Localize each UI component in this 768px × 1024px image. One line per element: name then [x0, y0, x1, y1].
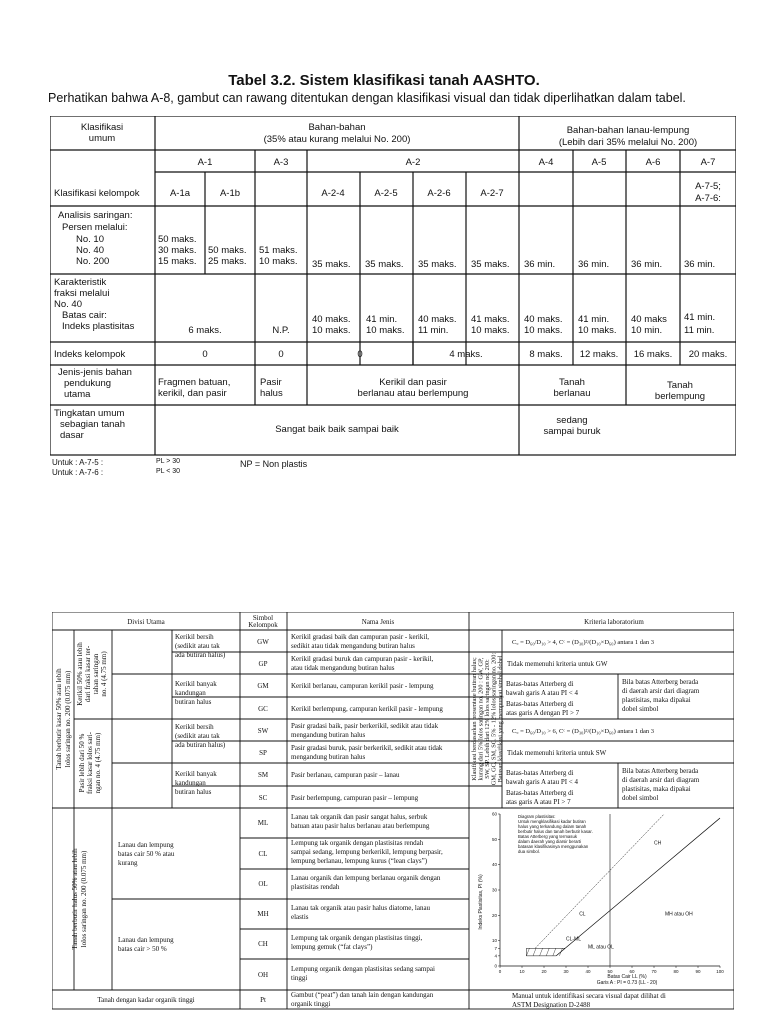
coarse-label-2: lolos saringan no. 200 (0.075 mm)	[64, 670, 72, 768]
karakter-4: Batas cair:	[62, 310, 107, 321]
crit-dual-g-2: di daerah arsir dari diagram	[622, 687, 700, 695]
gi-a6: 16 maks.	[633, 349, 673, 360]
chart-y-tick-label: 7	[494, 945, 497, 951]
gi-a3: 0	[278, 349, 284, 360]
uscs-table	[52, 612, 734, 1010]
sub-fines-s-3: butiran halus	[175, 788, 212, 796]
fines-note-1: Klasifikasi berdasarkan prosentase butiran halus;	[471, 657, 478, 781]
silt-low-3: kurang	[118, 859, 138, 867]
karakter-2: fraksi melalui	[54, 288, 110, 299]
note-pl2: PL < 30	[156, 468, 181, 475]
sym-ch: CH	[258, 940, 268, 948]
chart-zone-label: CL	[579, 911, 586, 918]
name-oh-1: Lempung organik dengan plastisitas sedang sampai	[291, 965, 435, 973]
chart-zone-label: CH	[654, 840, 662, 847]
sub-clean-s-2: (sedikit atau tak	[175, 732, 220, 740]
a27-no200: 35 maks.	[471, 259, 510, 270]
crit-sm-2: bawah garis A atau PI < 4	[506, 778, 578, 786]
sym-sw: SW	[257, 727, 269, 735]
a6-ll: 40 maks	[631, 314, 667, 325]
crit-dual-g-3: plastisitas, maka dipakai	[622, 696, 691, 704]
sand-label-3: ngan no. 4 (4.75 mm)	[94, 732, 102, 794]
name-pt-2: organik tinggi	[291, 1000, 331, 1008]
hdr-nama: Nama Jenis	[361, 618, 395, 626]
a27-ll: 41 maks.	[471, 314, 510, 325]
name-gp-2: atau tidak mengandung butiran halus	[291, 664, 395, 672]
gi-a2-high: 4 maks.	[449, 349, 483, 360]
fines-note-3: SW, SP. Lebih dari 12% lolos saringan no. 200:	[484, 659, 491, 779]
analisis-no10: No. 10	[76, 234, 104, 245]
a1a-no10: 50 maks.	[158, 234, 197, 245]
chart-y-tick-label: 30	[491, 887, 497, 893]
chart-zone-label: ML atau OL	[588, 944, 614, 951]
jenis-a67-1: Tanah	[667, 380, 693, 391]
chart-x-tick-label: 100	[716, 969, 724, 974]
crit-dual-g-4: dobel simbol	[622, 705, 659, 713]
sub-clean-g-3: ada butiran halus)	[175, 651, 226, 659]
a4-pi: 10 maks.	[524, 325, 563, 336]
chart-xlabel: Batas Cair LL (%)	[607, 974, 647, 980]
chart-x-tick-label: 90	[695, 969, 701, 974]
a3-no200: 10 maks.	[259, 256, 298, 267]
name-sp-2: mengandung butiran halus	[291, 753, 366, 761]
name-ml-1: Lanau tak organik dan pasir sangat halus, serbuk	[291, 813, 428, 821]
aashto-table	[50, 116, 736, 456]
name-cl-3: lempung berlanau, lempung kurus (“lean clays”)	[291, 857, 428, 865]
jenis-3: utama	[64, 389, 91, 400]
hdr-bahan-2: (35% atau kurang melalui No. 200)	[263, 134, 411, 145]
hdr-klasifikasi-1: Klasifikasi	[80, 122, 124, 133]
row-kelompok: Klasifikasi kelompok	[54, 188, 140, 199]
name-mh-2: elastis	[291, 913, 309, 921]
crit-gc-2: atas garis A dengan PI > 7	[506, 709, 580, 717]
crit-gc-1: Batas-batas Atterberg di	[506, 700, 574, 708]
chart-caption-6: dalam daerah yang diarsir berarti	[518, 839, 582, 844]
sub-clean-s-1: Kerikil bersih	[175, 723, 214, 731]
chart-x-tick-label: 10	[519, 969, 525, 974]
name-cl-1: Lempung tak organik dengan plastisitas rendah	[291, 839, 424, 847]
jenis-a2-1: Kerikil dan pasir	[379, 377, 447, 388]
a3-pi: N.P.	[272, 325, 290, 336]
crit-sp: Tidak memenuhi kriteria untuk SW	[507, 749, 607, 757]
sub-fines-s-2: kandungan	[175, 779, 206, 787]
silt-high-2: batas cair > 50 %	[118, 945, 167, 953]
a1b-no200: 25 maks.	[208, 256, 247, 267]
aashto-title: Tabel 3.2. Sistem klasifikasi tanah AASHTO.	[228, 72, 540, 89]
a6-pi: 10 min.	[631, 325, 663, 336]
chart-caption-3: halus yang terkandung dalam tanah	[518, 824, 587, 829]
karakter-1: Karakteristik	[54, 277, 107, 288]
sym-ml: ML	[257, 819, 269, 827]
sym-sc: SC	[258, 794, 268, 802]
name-gw-2: sedikit atau tidak mengandung butiran halus	[291, 642, 415, 650]
chart-caption-2: Untuk mengklasifikasi kadar butiran	[518, 819, 586, 824]
gravel-label-2: dari fraksi kasar ter-	[84, 645, 92, 703]
sub-fines-s-1: Kerikil banyak	[175, 770, 217, 778]
sym-gc: GC	[258, 705, 268, 713]
group-a6: A-6	[645, 157, 661, 168]
sub-a1a: A-1a	[169, 188, 191, 199]
a5-ll: 41 min.	[578, 314, 610, 325]
hdr-simbol: Simbol	[252, 614, 274, 622]
chart-y-tick-label: 40	[491, 862, 497, 868]
chart-caption-5: Batas Atterberg yang termasuk	[518, 834, 577, 839]
a27-pi: 10 maks.	[471, 325, 510, 336]
a5-pi: 10 maks.	[578, 325, 617, 336]
a4-ll: 40 maks.	[524, 314, 563, 325]
name-gw-1: Kerikil gradasi baik dan campuran pasir - kerikil,	[291, 633, 430, 641]
sym-sp: SP	[259, 749, 267, 757]
sym-oh: OH	[257, 971, 269, 979]
hdr-divisi: Divisi Utama	[127, 618, 165, 626]
a1a-no200: 15 maks.	[158, 256, 197, 267]
gi-a2-low: 0	[357, 349, 363, 360]
chart-x-tick-label: 80	[673, 969, 679, 974]
a24-ll: 40 maks.	[312, 314, 351, 325]
name-ml-2: batuan atau pasir halus berlanau atau berlempung	[291, 822, 430, 830]
sym-pt: Pt	[260, 996, 266, 1004]
a24-pi: 10 maks.	[312, 325, 351, 336]
plasticity-chart	[478, 812, 730, 987]
chart-y-tick-label: 60	[491, 811, 497, 817]
crit-sm-1: Batas-batas Atterberg di	[506, 769, 574, 777]
crit-sw: Cᵤ = D₆₀/D₁₀ > 6, Cᶜ = (D₃₀)²/(D₁₀×D₆₀) antara 1 dan 3	[512, 728, 654, 735]
sym-gm: GM	[257, 682, 269, 690]
tingkatan-3: dasar	[60, 430, 84, 441]
chart-caption-4: berbutir halus dan tanah berbutir kasar.	[518, 829, 593, 834]
chart-zone-label: CL-ML	[566, 936, 582, 943]
crit-gp: Tidak memenuhi kriteria untuk GW	[507, 660, 608, 668]
hdr-lanau-1: Bahan-bahan lanau-lempung	[566, 125, 690, 136]
a26-ll: 40 maks.	[418, 314, 457, 325]
chart-y-tick-label: 4	[494, 953, 497, 959]
sub-fines-g-2: kandungan	[175, 689, 206, 697]
crit-gw: Cᵤ = D₆₀/D₁₀ > 4, Cᶜ = (D₃₀)²/(D₁₀×D₆₀) antara 1 dan 3	[512, 639, 654, 646]
name-gc: Kerikil berlempung, campuran kerikil pasir - lempung	[291, 705, 443, 713]
analisis-2: Persen melalui:	[62, 222, 128, 233]
sub-a26: A-2-6	[427, 188, 451, 199]
name-sw-1: Pasir gradasi baik, pasir berkerikil, sedikit atau tidak	[291, 722, 439, 730]
jenis-2: pendukung	[64, 378, 112, 389]
hdr-kriteria: Kriteria laboratorium	[584, 618, 644, 626]
tingkatan-poor-1: sedang	[556, 415, 588, 426]
chart-y-tick-label: 20	[491, 912, 497, 918]
sub-clean-s-3: ada butiran halus)	[175, 741, 226, 749]
name-oh-2: tinggi	[291, 974, 308, 982]
sym-cl: CL	[258, 850, 268, 858]
analisis-1: Analisis saringan:	[58, 210, 133, 221]
name-pt-1: Gambut (“peat”) dan tanah lain dengan kandungan	[291, 991, 434, 999]
jenis-a2-2: berlanau atau berlempung	[357, 388, 469, 399]
a26-pi: 11 min.	[418, 325, 449, 336]
sym-ol: OL	[258, 880, 268, 888]
gi-a7: 20 maks.	[688, 349, 728, 360]
crit-dual-s-4: dobel simbol	[622, 794, 659, 802]
a6-no200: 36 min.	[631, 259, 663, 270]
crit-dual-s-2: di daerah arsir dari diagram	[622, 776, 700, 784]
silt-high-1: Lanau dan lempung	[118, 936, 174, 944]
jenis-a3-1: Pasir	[260, 377, 282, 388]
a7-ll: 41 min.	[684, 312, 716, 323]
gi-a4: 8 maks.	[529, 349, 563, 360]
analisis-no200: No. 200	[76, 256, 110, 267]
crit-gm-1: Batas-batas Atterberg di	[506, 680, 574, 688]
crit-gm-2: bawah garis A atau PI < 4	[506, 689, 578, 697]
chart-zone-label: MH atau OH	[665, 911, 693, 918]
gi-a5: 12 maks.	[579, 349, 619, 360]
chart-x-tick-label: 40	[585, 969, 591, 974]
a26-no200: 35 maks.	[418, 259, 457, 270]
karakter-5: Indeks plastisitas	[62, 321, 135, 332]
name-sm: Pasir berlanau, campuran pasir – lanau	[291, 771, 400, 779]
gi-a1: 0	[202, 349, 208, 360]
sub-a27: A-2-7	[480, 188, 504, 199]
fines-note-2: kurang dari 5% lolos saringan no. 200 : GW, GP,	[477, 657, 485, 781]
group-a1: A-1	[197, 157, 213, 168]
sub-a24: A-2-4	[321, 188, 345, 199]
crit-dual-g-1: Bila batas Atterberg berada	[622, 678, 699, 686]
chart-ylabel: Indeks Plastisitas, PI (%)	[478, 874, 484, 930]
hdr-bahan-1: Bahan-bahan	[308, 122, 366, 133]
name-ch-1: Lempung tak organik dengan plastisitas tinggi,	[291, 934, 423, 942]
jenis-a1-2: kerikil, dan pasir	[158, 388, 227, 399]
analisis-no40: No. 40	[76, 245, 104, 256]
a24-no200: 35 maks.	[312, 259, 351, 270]
fine-label-1: Tanah berbutir halus 50% atau lebih	[71, 848, 79, 950]
jenis-a67-2: berlempung	[654, 391, 706, 402]
jenis-a45-2: berlanau	[553, 388, 591, 399]
sym-mh: MH	[257, 910, 269, 918]
name-sc: Pasir berlempung, campuran pasir – lempung	[291, 794, 419, 802]
peat-label: Tanah dengan kadar organik tinggi	[97, 996, 195, 1004]
a1-pi: 6 maks.	[188, 325, 222, 336]
silt-low-1: Lanau dan lempung	[118, 841, 174, 849]
soil-names	[291, 633, 443, 1008]
note-pl1: PL > 30	[156, 458, 181, 465]
group-a5: A-5	[591, 157, 607, 168]
crit-pt-1: Manual untuk identifikasi secara visual dapat dilihat di	[512, 992, 666, 1000]
hdr-lanau-2: (Lebih dari 35% melalui No. 200)	[558, 137, 698, 148]
gravel-label-3: tahan saringan	[92, 653, 100, 695]
chart-x-tick-label: 60	[629, 969, 635, 974]
fines-note-4: GM, GC, SM, SC. 5% - 12% lolos saringan no. 200:	[490, 652, 498, 786]
sub-fines-g-1: Kerikil banyak	[175, 680, 217, 688]
sub-clean-g-2: (sedikit atau tak	[175, 642, 220, 650]
coarse-label-1: Tanah berbutir kasar 50% atau lebih	[55, 668, 63, 770]
chart-x-tick-label: 70	[651, 969, 657, 974]
row-indeks: Indeks kelompok	[54, 349, 126, 360]
chart-aline: Garis A : PI = 0.73 (LL - 20)	[596, 980, 658, 986]
group-a3: A-3	[273, 157, 289, 168]
jenis-a3-2: halus	[260, 388, 283, 399]
sym-sm: SM	[257, 771, 269, 779]
a4-no200: 36 min.	[524, 259, 556, 270]
tingkatan-2: sebagian tanah	[60, 419, 125, 430]
tingkatan-poor-2: sampai buruk	[543, 426, 601, 437]
name-ol-1: Lanau organik dan lempung berlanau organik dengan	[291, 874, 441, 882]
crit-sc-1: Batas-batas Atterberg di	[506, 789, 574, 797]
a5-no200: 36 min.	[578, 259, 610, 270]
name-ol-2: plastisitas rendah	[291, 883, 340, 891]
a7-no200: 36 min.	[684, 259, 716, 270]
gravel-label-1: Kerikil 50% atau lebih	[76, 642, 84, 706]
hdr-klasifikasi-2: umum	[88, 133, 116, 144]
sub-a25: A-2-5	[374, 188, 398, 199]
chart-y-tick-label: 0	[494, 963, 497, 969]
a3-no40: 51 maks.	[259, 245, 298, 256]
chart-caption-1: Diagram plastisitas:	[518, 814, 556, 819]
jenis-a45-1: Tanah	[559, 377, 585, 388]
tingkatan-1: Tingkatan umum	[54, 408, 125, 419]
chart-caption-7: batasan klasifikasinya menggunakan	[518, 844, 589, 849]
aashto-subtitle: Perhatikan bahwa A-8, gambut can rawang ditentukan dengan klasifikasi visual dan tidak diperlihatkan dalam tabel.	[48, 91, 686, 105]
chart-x-tick-label: 20	[541, 969, 547, 974]
name-ch-2: lempung gemuk (“fat clays”)	[291, 943, 373, 951]
jenis-1: Jenis-jenis bahan	[58, 367, 132, 378]
a1b-no40: 50 maks.	[208, 245, 247, 256]
table-border	[50, 116, 736, 455]
crit-dual-s-3: plastisitas, maka dipakai	[622, 785, 691, 793]
group-a4: A-4	[538, 157, 554, 168]
a7-pi: 11 min.	[684, 325, 715, 336]
name-sp-1: Pasir gradasi buruk, pasir berkerikil, sedikit atau tidak	[291, 744, 443, 752]
note-a76: Untuk : A-7-6 :	[52, 468, 104, 477]
a25-pi: 10 maks.	[366, 325, 405, 336]
sand-label-1: Pasir lebih dari 50 %	[78, 733, 86, 793]
name-gp-1: Kerikil gradasi buruk dan campuran pasir - kerikil,	[291, 655, 434, 663]
name-gm: Kerikil berlanau, campuran kerikil pasir - lempung	[291, 682, 434, 690]
crit-sc-2: atas garis A atau PI > 7	[506, 798, 571, 806]
chart-x-tick-label: 0	[498, 969, 502, 974]
note-np: NP = Non plastis	[240, 459, 308, 469]
hdr-kelompok: Kelompok	[248, 621, 278, 629]
a1a-no40: 30 maks.	[158, 245, 197, 256]
silt-low-2: batas cair 50 % atau	[118, 850, 175, 858]
name-cl-2: sampai sedang, lempung berkerikil, lempung berpasir,	[291, 848, 443, 856]
chart-caption-8: dua simbol.	[518, 849, 540, 854]
tingkatan-good: Sangat baik baik sampai baik	[275, 424, 399, 435]
chart-y-tick-label: 10	[491, 938, 497, 944]
sym-gp: GP	[258, 660, 268, 668]
jenis-a1-1: Fragmen batuan,	[158, 377, 231, 388]
chart-x-tick-label: 30	[563, 969, 569, 974]
group-a2: A-2	[405, 157, 421, 168]
a25-no200: 35 maks.	[365, 259, 404, 270]
crit-pt-2: ASTM Designation D-2488	[512, 1001, 591, 1009]
chart-x-tick-label: 50	[607, 969, 613, 974]
gravel-label-4: no. 4 (4.75 mm)	[100, 651, 108, 697]
name-mh-1: Lanau tak organik atau pasir halus diatome, lanau	[291, 904, 431, 912]
a25-ll: 41 min.	[366, 314, 398, 325]
sub-a75: A-7-5;	[695, 181, 721, 192]
note-a75: Untuk : A-7-5 :	[52, 458, 104, 467]
sub-clean-g-1: Kerikil bersih	[175, 633, 214, 641]
sand-label-2: fraksi kasar lolos sari-	[86, 731, 94, 795]
sub-fines-g-3: butiran halus	[175, 698, 212, 706]
sub-a76: A-7-6:	[695, 193, 721, 204]
sym-gw: GW	[257, 638, 269, 646]
fines-note-5: Batasan klasifikasi yang mempunyai simbol dobel	[497, 655, 504, 783]
group-a7: A-7	[700, 157, 716, 168]
karakter-3: No. 40	[54, 299, 82, 310]
fine-label-2: lolos saringan no. 200 (0.075 mm)	[80, 850, 88, 948]
name-sw-2: mengandung butiran halus	[291, 731, 366, 739]
chart-y-tick-label: 50	[491, 836, 497, 842]
crit-dual-s-1: Bila batas Atterberg berada	[622, 767, 699, 775]
aashto-scan	[0, 0, 768, 490]
sub-a1b: A-1b	[219, 188, 241, 199]
